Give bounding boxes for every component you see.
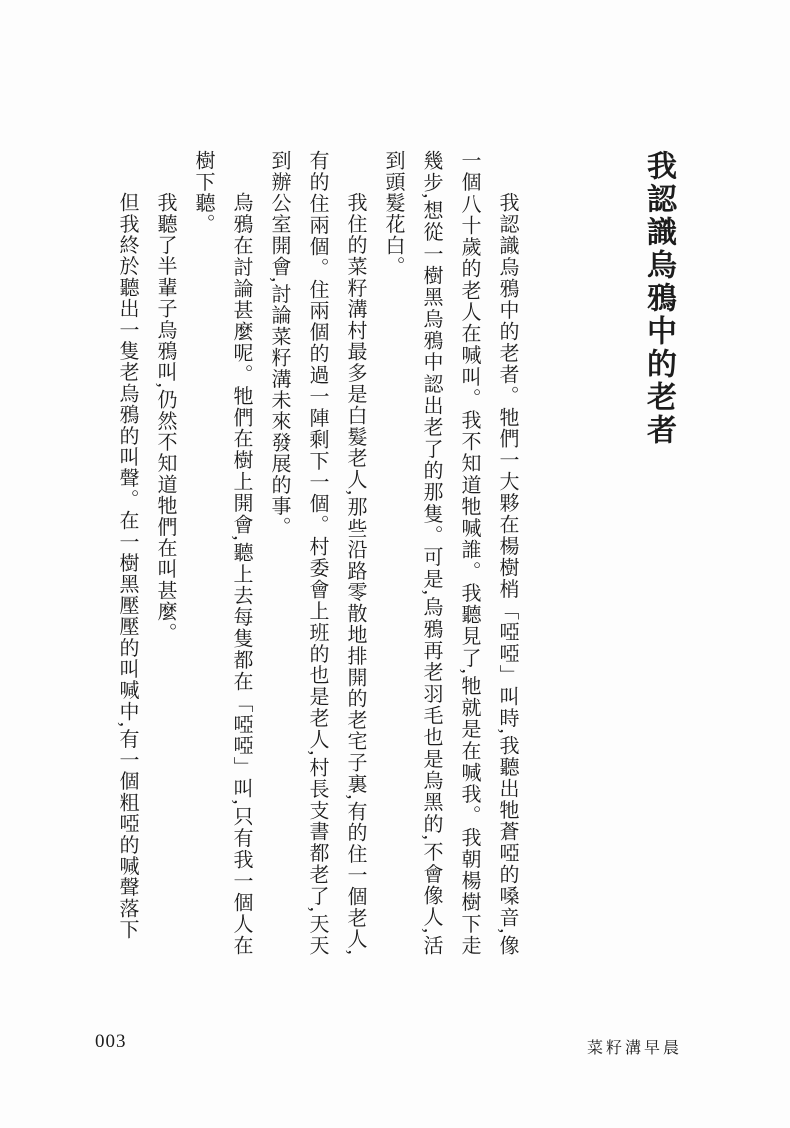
chapter-title: 我認識烏鴉中的老者 (642, 150, 675, 447)
page-text-block (108, 150, 680, 956)
paragraph: 我認識烏鴉中的老者。牠們一大夥在楊樹梢「啞啞」叫時,我聽出牠蒼啞的嗓音,像一個八十歲的老人在喊叫。我不知道牠喊誰。我聽見了,牠就是在喊我。我朝楊樹下走幾步,想從一樹黑烏鴉中認出老了的那隻。可是,烏鴉再老羽毛也是烏黑的,不會像人,活到頭髮花白。 (382, 150, 518, 956)
paragraph: 烏鴉在討論甚麼呢。牠們在樹上開會,聽上去每隻都在「啞啞」叫,只有我一個人在樹下聽。 (192, 150, 252, 956)
paragraph: 但我終於聽出一隻老烏鴉的叫聲。在一樹黑壓壓的叫喊中,有一個粗啞的喊聲落下 (116, 192, 138, 941)
page-number: 003 (95, 1031, 127, 1052)
running-title: 菜籽溝早晨 (586, 1040, 682, 1057)
paragraph: 我住的菜籽溝村最多是白髮老人,那些沿路零散地排開的老宅子裏,有的住一個老人,有的住兩個。住兩個的過一陣剩下一個。村委會上班的也是老人,村長支書都老了,天天到辦公室開會,討論菜籽溝未來發展的事。 (268, 150, 366, 956)
paragraph: 我聽了半輩子烏鴉叫,仍然不知道牠們在叫甚麼。 (154, 192, 176, 644)
